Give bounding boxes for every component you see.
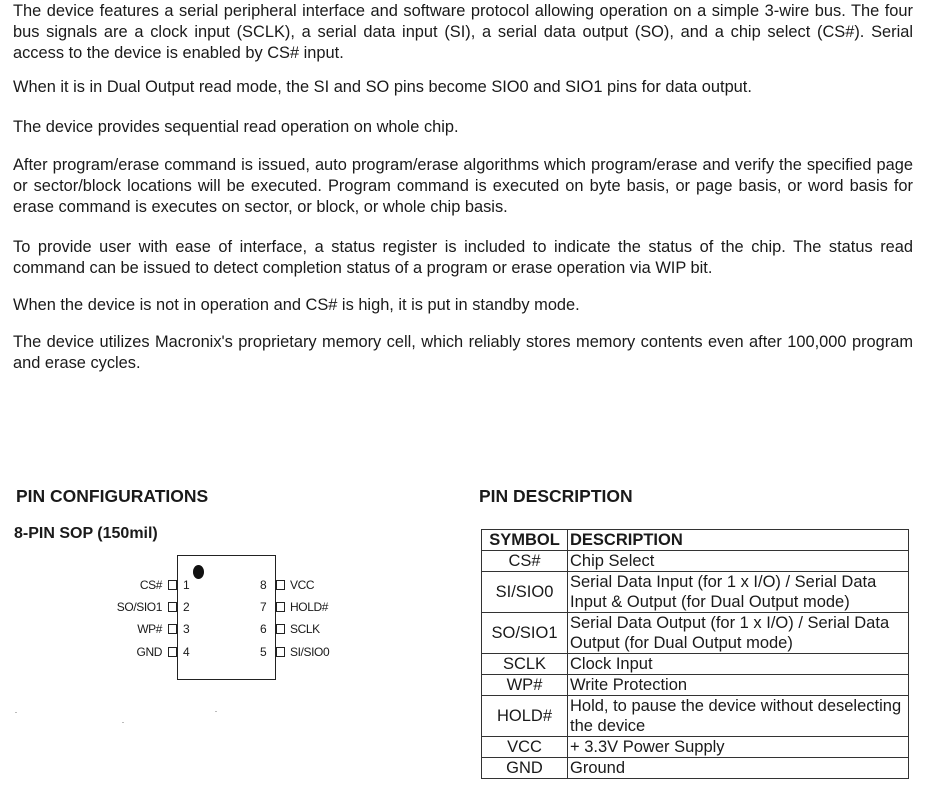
description-cell: Clock Input (568, 654, 909, 675)
symbol-cell: HOLD# (482, 696, 568, 737)
pin1-marker-dot (193, 565, 204, 579)
left-pin-3 (100, 622, 162, 637)
pin-number: 1 (183, 578, 190, 592)
table-row (482, 696, 909, 737)
pin-box-4 (168, 645, 177, 660)
description-cell: Serial Data Input (for 1 x I/O) / Serial Data Input & Output (for Dual Output mode) (568, 572, 909, 613)
pin-number: 7 (260, 600, 267, 614)
symbol-cell: SO/SIO1 (482, 613, 568, 654)
left-pin-2 (100, 600, 162, 615)
pin-number: 6 (260, 622, 267, 636)
right-pin-8: VCC (290, 578, 315, 592)
standby-paragraph: When the device is not in operation and CS# is high, it is put in standby mode. (13, 296, 580, 314)
description-cell: Serial Data Output (for 1 x I/O) / Serial Data Output (for Dual Output mode) (568, 613, 909, 654)
description-header: DESCRIPTION (568, 530, 909, 551)
pin-number: 2 (183, 600, 190, 614)
table-row (482, 654, 909, 675)
memory-cell-paragraph: The device utilizes Macronix's proprietary memory cell, which reliably stores memory contents even after 100,000 program and erase cycles. (13, 333, 913, 372)
pin-configurations-heading: PIN CONFIGURATIONS (16, 486, 209, 506)
pin-number: 8 (260, 578, 267, 592)
pin-name: GND (136, 645, 162, 659)
symbol-cell: SI/SIO0 (482, 572, 568, 613)
table-row (482, 572, 909, 613)
pin-box-8 (276, 578, 285, 593)
pin-number: 5 (260, 645, 267, 659)
pin-box-7 (276, 600, 285, 615)
pin-name: WP# (137, 622, 162, 636)
right-pin-5: SI/SIO0 (290, 645, 330, 659)
pin-number: 3 (183, 622, 190, 636)
package-label: 8-PIN SOP (150mil) (14, 525, 158, 542)
left-pin-4 (100, 645, 162, 660)
description-cell: + 3.3V Power Supply (568, 737, 909, 758)
table-row (482, 551, 909, 572)
table-header-row (482, 530, 909, 551)
scan-speck (122, 722, 124, 723)
symbol-cell: CS# (482, 551, 568, 572)
scan-speck (215, 711, 217, 712)
dual-output-paragraph: When it is in Dual Output read mode, the SI and SO pins become SIO0 and SIO1 pins for data output. (13, 78, 752, 96)
right-pin-7: HOLD# (290, 600, 329, 614)
symbol-cell: VCC (482, 737, 568, 758)
table-row (482, 613, 909, 654)
table-row (482, 737, 909, 758)
symbol-header: SYMBOL (482, 530, 568, 551)
intro-paragraph: The device features a serial peripheral interface and software protocol allowing operation on a simple 3-wire bus. The four bus signals are a clock input (SCLK), a serial data input (SI), a serial data output (SO), and a chip select (CS#). Serial access to the device is enabled by CS# input. (13, 2, 913, 62)
left-pin-1 (100, 578, 162, 593)
description-cell: Hold, to pause the device without deselecting the device (568, 696, 909, 737)
pin-box-2 (168, 600, 177, 615)
pin-description-heading: PIN DESCRIPTION (479, 486, 633, 506)
pin-box-6 (276, 622, 285, 637)
description-cell: Ground (568, 758, 909, 779)
sequential-read-paragraph: The device provides sequential read operation on whole chip. (13, 118, 459, 136)
pin-box-3 (168, 622, 177, 637)
pin-name: CS# (139, 578, 162, 592)
pin-box-5 (276, 645, 285, 660)
scan-speck (15, 712, 17, 713)
description-cell: Write Protection (568, 675, 909, 696)
chip-body (177, 555, 276, 680)
pin-name: SO/SIO1 (116, 600, 162, 614)
description-cell: Chip Select (568, 551, 909, 572)
pin-description-table (481, 529, 909, 779)
pin-number: 4 (183, 645, 190, 659)
pin-box-1 (168, 578, 177, 593)
table-row (482, 675, 909, 696)
status-register-paragraph: To provide user with ease of interface, a status register is included to indicate the status of the chip. The status read command can be issued to detect completion status of a program or erase operation via WIP bit. (13, 238, 913, 277)
symbol-cell: GND (482, 758, 568, 779)
right-pin-6: SCLK (290, 622, 320, 636)
symbol-cell: WP# (482, 675, 568, 696)
table-row (482, 758, 909, 779)
program-erase-paragraph: After program/erase command is issued, auto program/erase algorithms which program/erase and verify the specified page or sector/block locations will be executed. Program command is executed on byte basis, or page basis, or word basis for erase command is executes on sector, or block, or whole chip basis. (13, 156, 913, 216)
symbol-cell: SCLK (482, 654, 568, 675)
